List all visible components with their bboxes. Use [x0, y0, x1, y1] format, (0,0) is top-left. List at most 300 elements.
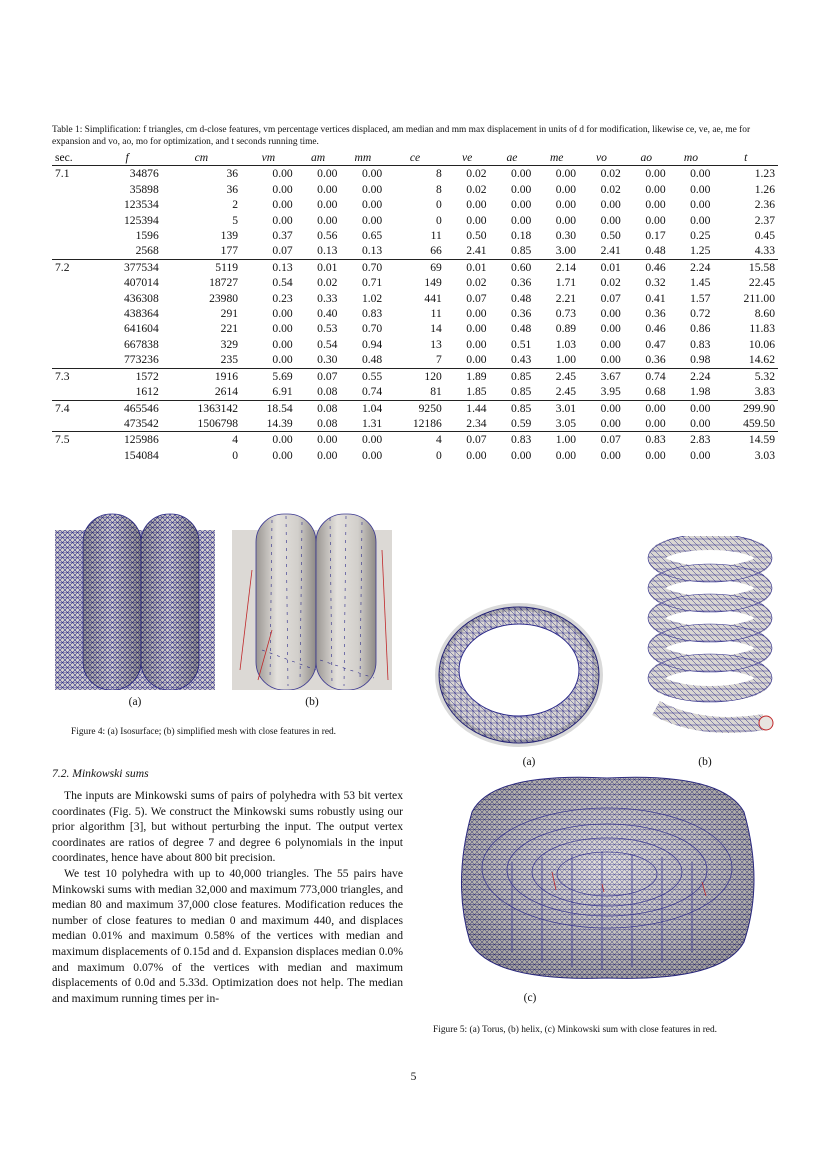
table-cell: 3.05	[555, 416, 577, 430]
table-cell: 1.02	[361, 291, 383, 305]
table-cell: 0.07	[466, 291, 487, 305]
table-cell: 441	[424, 291, 442, 305]
table-cell: 13	[430, 337, 442, 351]
table-cell: 0.00	[645, 167, 666, 181]
table-header-cell: vo	[596, 151, 607, 164]
table-cell: 0	[436, 198, 442, 212]
table-cell: 14	[430, 322, 442, 336]
table-cell: 1.26	[754, 182, 775, 196]
table-cell: 0.00	[317, 213, 338, 227]
table-section-cell: 7.3	[55, 369, 70, 383]
table-cell: 0.00	[272, 167, 293, 181]
table-cell: 0.85	[511, 401, 532, 415]
table-cell: 0.00	[466, 448, 487, 462]
table-cell: 0.00	[555, 448, 577, 462]
table-cell: 0.00	[600, 416, 621, 430]
table-cell: 0.59	[511, 416, 532, 430]
table-cell: 0.13	[272, 260, 293, 274]
table-section-group	[52, 259, 778, 368]
table-cell: 0.00	[272, 198, 293, 212]
table-section-cell	[52, 321, 92, 336]
table-cell: 69	[430, 260, 442, 274]
table-cell: 0.00	[272, 353, 293, 367]
table-cell: 0.00	[600, 307, 621, 321]
table-cell: 81	[430, 385, 442, 399]
table-cell: 18.54	[266, 401, 293, 415]
table-cell: 0.46	[645, 322, 666, 336]
table-cell: 0.02	[466, 182, 487, 196]
table-cell: 0.00	[600, 198, 621, 212]
table-cell: 0.00	[317, 182, 338, 196]
table-row	[52, 243, 778, 259]
table-cell: 221	[220, 322, 239, 336]
figure-4b-label: (b)	[305, 696, 319, 708]
table-cell: 2.24	[690, 369, 711, 383]
table-cell: 14.59	[748, 433, 775, 447]
figure-4a-label: (a)	[128, 696, 142, 708]
table-row	[52, 416, 778, 432]
table-header-cell: t	[744, 151, 748, 164]
table-section-cell: 7.2	[55, 260, 70, 274]
table-cell: 0.00	[511, 448, 532, 462]
table-cell: 0.98	[690, 353, 711, 367]
table-cell: 0.02	[600, 182, 621, 196]
table-cell: 2.24	[690, 260, 711, 274]
table-cell: 0.68	[645, 385, 666, 399]
table-cell: 459.50	[743, 416, 775, 430]
table-cell: 0.00	[466, 337, 487, 351]
table-cell: 0.00	[600, 353, 621, 367]
table-cell: 0.00	[511, 167, 532, 181]
table-cell: 3.83	[754, 385, 775, 399]
table-cell: 0.01	[466, 260, 487, 274]
figure-5b-label: (b)	[698, 756, 712, 768]
table-section-cell: 7.5	[55, 433, 70, 447]
table-cell: 0.02	[466, 276, 487, 290]
table-row	[52, 228, 778, 243]
table-cell: 3.03	[754, 448, 775, 462]
table-section-cell	[52, 291, 92, 306]
table-cell: 0.48	[645, 244, 666, 258]
table-cell: 0	[436, 213, 442, 227]
table-cell: 177	[220, 244, 239, 258]
table-cell: 2.21	[555, 291, 577, 305]
table-cell: 0.08	[317, 385, 338, 399]
table-cell: 2.34	[466, 416, 487, 430]
table-cell: 436308	[123, 291, 159, 305]
table-row	[52, 306, 778, 321]
table-cell: 1572	[135, 369, 159, 383]
table-cell: 2	[232, 198, 239, 212]
table-cell: 1.44	[466, 401, 487, 415]
table-cell: 0.18	[511, 229, 532, 243]
table-cell: 1.31	[361, 416, 383, 430]
table-row	[52, 384, 778, 400]
table-cell: 6.91	[272, 385, 293, 399]
table-cell: 0.13	[317, 244, 338, 258]
table-cell: 0.17	[645, 229, 666, 243]
table-row	[52, 197, 778, 212]
table-cell: 0.00	[272, 182, 293, 196]
table-cell: 0.00	[690, 198, 711, 212]
table-section-cell	[52, 337, 92, 352]
table-cell: 0.54	[272, 276, 293, 290]
table-cell: 5	[232, 213, 239, 227]
table-cell: 0.00	[466, 213, 487, 227]
table-cell: 0.30	[555, 229, 577, 243]
table-cell: 0.00	[690, 416, 711, 430]
table-cell: 2614	[214, 385, 239, 399]
table-cell: 0.00	[317, 198, 338, 212]
table-cell: 2.41	[466, 244, 487, 258]
table-cell: 0.00	[272, 322, 293, 336]
table-cell: 667838	[123, 337, 159, 351]
table-cell: 5.69	[272, 369, 293, 383]
table-cell: 0.36	[645, 307, 666, 321]
table-cell: 66	[430, 244, 442, 258]
table-row	[52, 448, 778, 463]
table-cell: 0.00	[361, 213, 383, 227]
table-cell: 3.01	[555, 401, 577, 415]
table-cell: 0.00	[272, 213, 293, 227]
table-cell: 0.00	[361, 198, 383, 212]
table-header-cell: ao	[640, 151, 653, 164]
table-cell: 0.00	[466, 307, 487, 321]
table-section-group	[52, 166, 778, 259]
table-cell: 0.85	[511, 244, 532, 258]
table-header-cell: f	[125, 151, 129, 164]
table-cell: 0.94	[361, 337, 383, 351]
table-cell: 23980	[209, 291, 239, 305]
table-cell: 473542	[123, 416, 159, 430]
table-row	[52, 400, 778, 416]
table-section-cell	[52, 213, 92, 228]
table-cell: 0.00	[645, 401, 666, 415]
table-cell: 0.30	[317, 353, 338, 367]
table-cell: 125394	[123, 213, 159, 227]
table-cell: 4	[232, 433, 239, 447]
table-cell: 291	[220, 307, 239, 321]
table-cell: 125986	[123, 433, 159, 447]
table-cell: 0.48	[511, 291, 532, 305]
table-cell: 0.51	[511, 337, 532, 351]
table-cell: 0.00	[272, 433, 293, 447]
table-cell: 0.02	[600, 167, 621, 181]
table-cell: 123534	[123, 198, 159, 212]
table-cell: 0.00	[600, 401, 621, 415]
table-cell: 0.00	[690, 167, 711, 181]
table-cell: 0.70	[361, 260, 383, 274]
table-cell: 0.13	[361, 244, 383, 258]
table-cell: 0.00	[690, 401, 711, 415]
table-cell: 0.00	[361, 448, 383, 462]
table-cell: 1.85	[466, 385, 487, 399]
table-cell: 11	[430, 229, 442, 243]
table-cell: 2.37	[754, 213, 775, 227]
table-cell: 773236	[123, 353, 159, 367]
table-cell: 22.45	[748, 276, 775, 290]
table-cell: 36	[226, 182, 239, 196]
table-cell: 407014	[123, 276, 159, 290]
table-header-cell: ae	[506, 151, 518, 164]
table-cell: 0.33	[317, 291, 338, 305]
table-section-group	[52, 432, 778, 463]
table-cell: 0.41	[645, 291, 666, 305]
table-cell: 0.73	[555, 307, 577, 321]
simplification-table	[52, 150, 778, 463]
table-header-cell: me	[549, 151, 564, 164]
table-cell: 2568	[135, 244, 159, 258]
table-row	[52, 275, 778, 290]
table-cell: 0.00	[511, 182, 532, 196]
table-section-cell	[52, 228, 92, 243]
table-cell: 0.00	[466, 322, 487, 336]
table-cell: 5119	[215, 260, 239, 274]
table-cell: 1.23	[754, 167, 775, 181]
table-cell: 0.83	[361, 307, 383, 321]
table-cell: 0.25	[690, 229, 711, 243]
table-cell: 0.36	[511, 276, 532, 290]
table-header-cell: ce	[409, 151, 421, 164]
table-cell: 0.36	[511, 307, 532, 321]
table-cell: 1.57	[690, 291, 711, 305]
table-cell: 1.00	[555, 353, 577, 367]
table-cell: 1916	[214, 369, 239, 383]
table-cell: 5.32	[754, 369, 775, 383]
table-section-cell	[52, 352, 92, 368]
table-cell: 0.48	[511, 322, 532, 336]
table-cell: 4	[436, 433, 442, 447]
table-cell: 377534	[123, 260, 159, 274]
table-cell: 0.54	[317, 337, 338, 351]
table-cell: 0.07	[272, 244, 293, 258]
table-cell: 0.48	[361, 353, 383, 367]
table-section-cell	[52, 197, 92, 212]
table-cell: 465546	[123, 401, 159, 415]
table-row	[52, 291, 778, 306]
table-cell: 0.00	[645, 416, 666, 430]
table-cell: 139	[220, 229, 239, 243]
table-cell: 0.00	[690, 182, 711, 196]
table-row	[52, 259, 778, 275]
table-cell: 35898	[129, 182, 159, 196]
table-cell: 0.00	[555, 167, 577, 181]
table-cell: 0.01	[317, 260, 338, 274]
table-cell: 0.32	[645, 276, 666, 290]
table-cell: 2.45	[555, 369, 577, 383]
table-cell: 2.45	[555, 385, 577, 399]
table-cell: 0.02	[466, 167, 487, 181]
table-cell: 2.14	[555, 260, 577, 274]
table-cell: 0.37	[272, 229, 293, 243]
table-cell: 0.07	[600, 291, 621, 305]
table-section-group	[52, 400, 778, 432]
table-cell: 14.62	[748, 353, 775, 367]
table-cell: 0	[232, 448, 239, 462]
table-cell: 0.89	[555, 322, 577, 336]
table-cell: 0.00	[317, 433, 338, 447]
table-cell: 1506798	[197, 416, 239, 430]
table-cell: 2.36	[754, 198, 775, 212]
table-cell: 1596	[135, 229, 159, 243]
table-row	[52, 432, 778, 448]
table-cell: 641604	[123, 322, 159, 336]
table-cell: 0.00	[690, 448, 711, 462]
table-cell: 0.00	[555, 213, 577, 227]
table-cell: 0.07	[317, 369, 338, 383]
table-cell: 154084	[123, 448, 159, 462]
section-title: 7.2. Minkowski sums	[52, 767, 149, 780]
table-cell: 0.00	[361, 182, 383, 196]
table-cell: 36	[226, 167, 239, 181]
table-cell: 1.98	[690, 385, 711, 399]
table-cell: 12186	[412, 416, 442, 430]
table-row	[52, 337, 778, 352]
figure-5a-label: (a)	[522, 756, 536, 768]
table-cell: 0.85	[511, 369, 532, 383]
table-cell: 9250	[418, 401, 442, 415]
table-cell: 0.83	[645, 433, 666, 447]
table-header-cell: vm	[261, 151, 276, 164]
table-cell: 7	[436, 353, 442, 367]
table-cell: 0.00	[361, 167, 383, 181]
table-cell: 0.00	[466, 198, 487, 212]
table-cell: 0.00	[600, 213, 621, 227]
table-cell: 0.56	[317, 229, 338, 243]
figure-4a-isosurface	[55, 510, 215, 690]
table-cell: 0.00	[645, 448, 666, 462]
table-cell: 1.00	[555, 433, 577, 447]
table-cell: 1363142	[197, 401, 239, 415]
table-cell: 15.58	[748, 260, 775, 274]
table-cell: 8	[436, 167, 442, 181]
table-cell: 0.00	[272, 448, 293, 462]
table-cell: 1.03	[555, 337, 577, 351]
table-cell: 8.60	[754, 307, 775, 321]
table-cell: 0.71	[361, 276, 383, 290]
table-cell: 0.40	[317, 307, 338, 321]
figure-5c-minkowski-sum	[452, 772, 762, 982]
table-row	[52, 321, 778, 336]
table-cell: 4.33	[754, 244, 775, 258]
table-header-cell: sec.	[55, 151, 73, 164]
paragraph-2: We test 10 polyhedra with up to 40,000 triangles. The 55 pairs have Minkowski sums with median 32,000 and maximum 773,000 triangles, and median 80 and maximum 37,000 close features. Modification reduces the number of close features to median 0 and maximum 440, and displaces median 0.01% and maximum 0.58% of the vertices with median and maximum displacements of 0.15d and d. Expansion displaces median 0.0% and maximum 0.07% of the vertices with median and maximum displacements of 0.0d and 5.33d. Optimization does not help. The median and maximum running times per in-	[52, 866, 403, 1005]
table-section-group	[52, 368, 778, 400]
table-cell: 0.50	[466, 229, 487, 243]
table-cell: 120	[424, 369, 442, 383]
table-cell: 0.85	[511, 385, 532, 399]
table-cell: 0.83	[690, 337, 711, 351]
table-section-cell	[52, 243, 92, 259]
table-row	[52, 352, 778, 368]
table-cell: 0.83	[511, 433, 532, 447]
table-section-cell: 7.4	[55, 401, 70, 415]
table-cell: 329	[220, 337, 239, 351]
table-cell: 0.00	[690, 213, 711, 227]
table-cell: 235	[220, 353, 239, 367]
table-section-cell	[52, 182, 92, 197]
table-cell: 0.00	[466, 353, 487, 367]
table-cell: 0.01	[600, 260, 621, 274]
table-cell: 0.00	[511, 198, 532, 212]
table-header-cell: mo	[683, 151, 699, 164]
body-column	[52, 788, 403, 1006]
table-cell: 14.39	[266, 416, 293, 430]
table-cell: 0.55	[361, 369, 383, 383]
table-row	[52, 182, 778, 197]
table-cell: 299.90	[743, 401, 775, 415]
table-section-cell	[52, 416, 92, 432]
table-cell: 0.00	[600, 448, 621, 462]
table-cell: 0.60	[511, 260, 532, 274]
table-section-cell	[52, 384, 92, 400]
figure-4b-simplified-mesh	[232, 510, 392, 690]
table-cell: 0.74	[361, 385, 383, 399]
table-row	[52, 368, 778, 384]
table-section-cell	[52, 275, 92, 290]
table-cell: 0.02	[600, 276, 621, 290]
table-cell: 0.00	[645, 198, 666, 212]
table-cell: 1.04	[361, 401, 383, 415]
table-cell: 34876	[129, 167, 159, 181]
table-header-cell: cm	[194, 151, 209, 164]
table-cell: 0.45	[754, 229, 775, 243]
table-cell: 0.07	[466, 433, 487, 447]
table-section-cell: 7.1	[55, 167, 70, 181]
table-cell: 3.00	[555, 244, 577, 258]
table-header-cell: am	[311, 151, 326, 164]
table-cell: 0.07	[600, 433, 621, 447]
table-cell: 0.70	[361, 322, 383, 336]
table-cell: 0.02	[317, 276, 338, 290]
table-cell: 0.00	[555, 182, 577, 196]
table-section-cell	[52, 448, 92, 463]
table-cell: 2.41	[600, 244, 621, 258]
table-cell: 0	[436, 448, 442, 462]
table-cell: 1.25	[690, 244, 711, 258]
table-cell: 10.06	[748, 337, 775, 351]
table-cell: 149	[424, 276, 442, 290]
table-row	[52, 166, 778, 182]
table-header-cell: ve	[462, 151, 473, 164]
table-cell: 0.00	[272, 337, 293, 351]
table-cell: 11	[430, 307, 442, 321]
table-cell: 0.43	[511, 353, 532, 367]
table-cell: 0.00	[317, 167, 338, 181]
table-cell: 0.00	[600, 337, 621, 351]
table-cell: 3.67	[600, 369, 621, 383]
table-cell: 0.74	[645, 369, 666, 383]
table-cell: 1.89	[466, 369, 487, 383]
table-cell: 1.71	[555, 276, 577, 290]
table-cell: 438364	[123, 307, 159, 321]
table-cell: 0.47	[645, 337, 666, 351]
page-number: 5	[410, 1071, 417, 1083]
table-cell: 1.45	[690, 276, 711, 290]
table-cell: 0.00	[272, 307, 293, 321]
figure-5b-helix	[640, 536, 780, 736]
table-cell: 3.95	[600, 385, 621, 399]
table-cell: 0.00	[600, 322, 621, 336]
table-cell: 0.46	[645, 260, 666, 274]
figure-5-caption: Figure 5: (a) Torus, (b) helix, (c) Minkowski sum with close features in red.	[433, 1025, 718, 1035]
table-header-row	[52, 150, 778, 166]
table-cell: 18727	[209, 276, 239, 290]
table-cell: 0.00	[555, 198, 577, 212]
figure-5c-label: (c)	[523, 992, 537, 1004]
table-caption: Table 1: Simplification: f triangles, cm d-close features, vm percentage vertices displaced, am median and mm max displacement in units of d for modification, likewise ce, ve, ae, me for expansion and vo, ao, mo for optimization, and t seconds running time.	[52, 125, 751, 147]
table-cell: 0.53	[317, 322, 338, 336]
